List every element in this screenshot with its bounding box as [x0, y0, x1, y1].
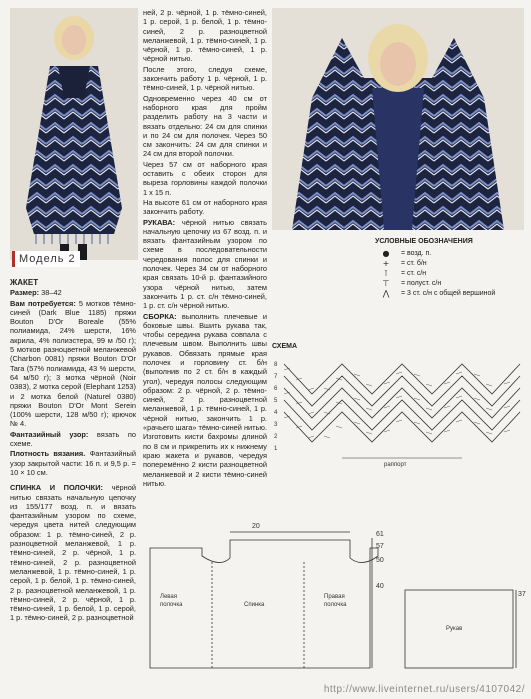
legend-text: = возд. п. [401, 249, 432, 257]
col2-paragraph: На высоте 61 см от наборного края закончить работу. [143, 197, 267, 217]
text-column-2 [143, 8, 267, 489]
half-double-crochet-icon: ⊤ [382, 278, 390, 288]
text-column-1 [10, 278, 136, 624]
materials-label: Вам потребуется: [10, 298, 76, 308]
legend-item [375, 258, 525, 268]
sleeves-text: чёрной нитью связать начальную цепочку из 67 возд. п. и вязать фантазийным узором по схеме в последовательности чередования полос для спинки и полочек. Через 34 см от наборного края связать 10-й р. фантазийного узора чёрной нитью, затем закончить 1 р. ст. с/н тёмно-синей, 1 р. ст. с/н чёрной нитью. [143, 217, 267, 311]
back-fronts [10, 483, 136, 622]
cluster-3dc-icon: ⋀ [382, 288, 390, 298]
legend-title: УСЛОВНЫЕ ОБОЗНАЧЕНИЯ [375, 238, 473, 245]
size-value: 38–42 [41, 288, 62, 298]
row-number: 5 [274, 398, 278, 404]
row-number: 8 [274, 362, 278, 368]
row-number: 3 [274, 422, 278, 428]
fantasy-pattern-value: вязать по схеме. [10, 429, 136, 449]
legend-text: = ст. б/н [401, 259, 427, 267]
dim-height-57: 57 [376, 543, 384, 550]
model-photo-right [272, 8, 524, 230]
single-crochet-icon: + [382, 258, 390, 268]
article-title: ЖАКЕТ [10, 278, 39, 287]
model-photo-left-image [10, 8, 138, 260]
back-label: Спинка [244, 602, 265, 608]
right-front-label: Правая [324, 594, 345, 600]
assembly [143, 312, 267, 489]
double-crochet-icon: ⊺ [383, 268, 389, 278]
density-value: Фантазийный узор закрытой части: 16 п. и 9,5 р. = 10 × 10 см. [10, 449, 136, 477]
right-front-label: полочка [324, 602, 347, 608]
col2-paragraph: Через 57 см от наборного края оставить с обеих сторон для выреза горловины каждой полочки 1 х 15 п. [143, 159, 267, 197]
assembly-label: СБОРКА: [143, 311, 177, 321]
dim-height-61: 61 [376, 531, 384, 538]
legend-item [375, 248, 525, 258]
chain-stitch-icon: ● [382, 248, 390, 258]
legend-text: = ст. с/н [401, 269, 427, 277]
size-line [10, 288, 136, 297]
garment-pattern [140, 518, 530, 673]
legend-item [375, 268, 525, 278]
col2-paragraph: После этого, следуя схеме, закончить работу 1 р. чёрной, 1 р. тёмно-синей, 1 р. чёрной нитью. [143, 64, 267, 93]
col2-paragraph: ней, 2 р. чёрной, 1 р. тёмно-синей, 1 р. серой, 1 р. белой, 1 р. тёмно-синей, 2 р. разноцветной меланжевой, 1 р. тёмно-синей, 1 р. чёрной, 1 р. тёмно-синей, 1 р. чёрной нитью. [143, 8, 267, 64]
fantasy-pattern [10, 430, 136, 449]
sleeves [143, 218, 267, 311]
rapport-label: раппорт [384, 462, 407, 468]
sleeve-label: Рукав [446, 626, 463, 632]
dim-height-40: 40 [376, 583, 384, 590]
back-fronts-label: СПИНКА И ПОЛОЧКИ: [10, 483, 103, 493]
row-number: 7 [274, 374, 278, 380]
dim-height-50: 50 [376, 557, 384, 564]
dim-top-label: 20 [252, 523, 260, 530]
model-label: Модель 2 [12, 251, 80, 267]
col2-paragraph: Одновременно через 40 см от наборного края для пройм разделить работу на 3 части и вязать отдельно: 24 см для спинки и по 24 см для полочек. Через 50 см закончить: 24 см для спинки и 24 см для второй полочки. [143, 93, 267, 159]
row-number: 2 [274, 434, 278, 440]
materials-text: 5 мотков тёмно-синей (Dark Blue 1185) пряжи Bouton D'Or Boreale (55% полиамида, 24% шерсти, 16% акрила, 4% полиэстера, 99 м /50 г); 5 мотков разноцветной меланжевой (Charbon 0081) пряжи Bouton D'Or Tara (57% полиамида, 43 % шерсти, 64 м/50 г); 3 мотка чёрной (Noir 0383), 2 мотка серой (Elephant 1253) и 2 мотка белой (Naturel 0380) пряжи Bouton D'Or Mont Serein (100% шерсти, 128 м/50 г); крючок № 4. [10, 298, 136, 429]
legend [375, 238, 525, 298]
sleeves-label: РУКАВА: [143, 217, 176, 227]
left-front-label: полочка [160, 602, 183, 608]
scheme-diagram [272, 350, 527, 468]
row-number: 1 [274, 446, 278, 452]
legend-text: = 3 ст. с/н с общей вершиной [401, 289, 496, 297]
assembly-text: выполнить плечевые и боковые швы. Вшить рукава так, чтобы середина рукава совпала с плечевым швом. Выполнить швы рукавов. Обвязать прямые края полочек и горловину ст. б/н (выполнив по 2 ст. б/н в каждый угол), чередуя полосы следующим образом: 2 р. чёрной, 2 р. тёмно-синей, 2 р. разноцветной меланжевой, 1 р. тёмно-синей, 1 р. чёрной нитью, закончить 1 р. «рачьего шага» тёмно-синей нитью. Изготовить кисти бахромы длиной по 8 см и прикрепить их к нижнему краю жакета и рукавов, чередуя поперемённо 2 кисти разноцветной меланжевой и 2 кисти тёмно-синей нитью. [143, 311, 267, 488]
dim-sleeve-label: 37 [518, 591, 526, 598]
left-front-label: Левая [160, 594, 177, 600]
legend-item [375, 278, 525, 288]
scheme-zigzag-rows [284, 364, 520, 442]
materials [10, 299, 136, 429]
scheme-title: СХЕМА [272, 343, 298, 350]
fantasy-pattern-label: Фантазийный узор: [10, 429, 89, 439]
model-photo-left [10, 8, 138, 260]
back-fronts-text: чёрной нитью связать начальную цепочку из 155/177 возд. п. и вязать фантазийным узором по схеме, чередуя цвета нитей следующим образом: 1 р. тёмно-синей, 2 р. разноцветной меланжевой, 1 р. тёмно-синей, 2 р. чёрной, 1 р. тёмно-синей, 2 р. разноцветной меланжевой, 1 р. тёмно-синей, 1 р. серой, 1 р. белой, 1 р. тёмно-синей, 2 р. разноцветной меланжевой, 1 р. тёмно-синей, 2 р. чёрной, 1 р. тёмно-синей, 1 р. белой, 1 р. серой, 1 р. тёмно-синей, 2 р. разноцветной [10, 483, 136, 623]
density [10, 449, 136, 477]
watermark: http://www.liveinternet.ru/users/4107042/ [323, 684, 525, 695]
legend-text: = полуст. с/н [401, 279, 442, 287]
size-label: Размер: [10, 288, 40, 298]
row-number: 4 [274, 410, 278, 416]
model-photo-right-image [272, 8, 524, 230]
density-label: Плотность вязания. [10, 449, 86, 459]
legend-item [375, 288, 525, 298]
row-number: 6 [274, 386, 278, 392]
